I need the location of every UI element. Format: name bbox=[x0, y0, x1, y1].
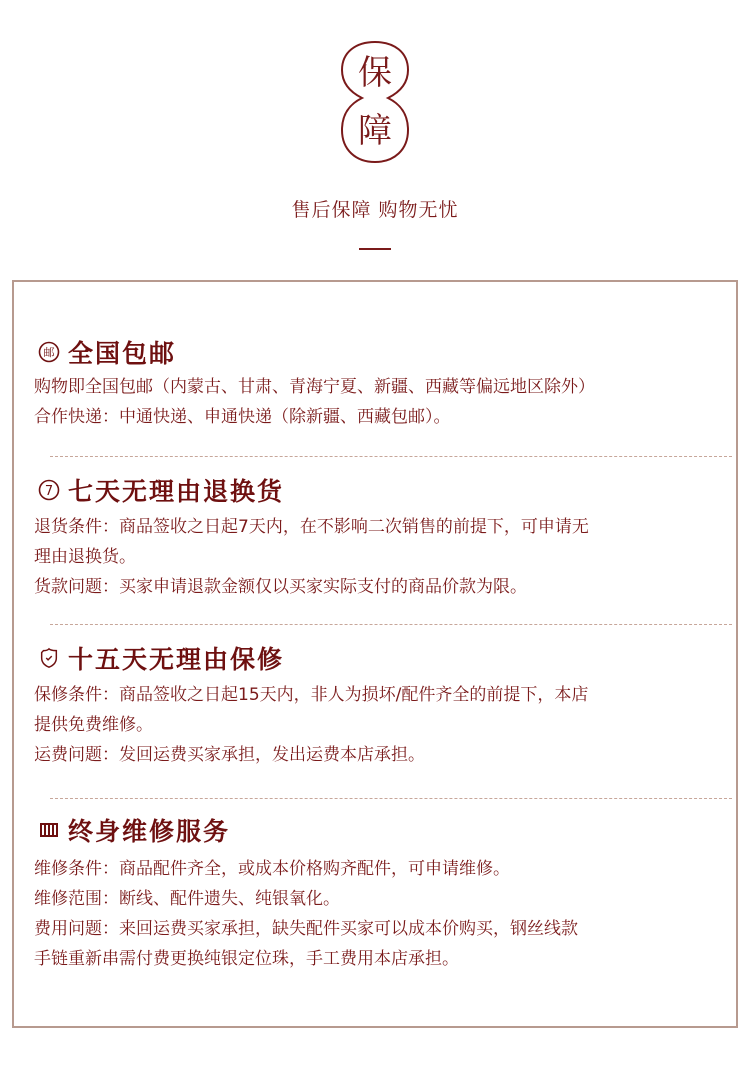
section-free-shipping bbox=[34, 334, 736, 432]
dashed-separator bbox=[50, 456, 732, 457]
dashed-separator bbox=[50, 624, 732, 625]
warranty-shield-icon bbox=[38, 647, 60, 669]
dashed-separator bbox=[50, 798, 732, 799]
section-line: 手链重新串需付费更换纯银定位珠，手工费用本店承担。 bbox=[34, 949, 459, 969]
section-line: 保修条件：商品签收之日起15天内，非人为损坏/配件齐全的前提下，本店 bbox=[34, 685, 589, 705]
svg-text:7: 7 bbox=[44, 484, 54, 499]
svg-text:邮: 邮 bbox=[43, 346, 55, 359]
mail-icon bbox=[38, 341, 60, 363]
seven-day-icon bbox=[38, 479, 60, 501]
section-fifteen-day-warranty bbox=[34, 640, 736, 770]
decorative-dash bbox=[359, 248, 391, 250]
section-line: 理由退换货。 bbox=[34, 547, 136, 567]
repair-tool-icon bbox=[38, 819, 60, 841]
section-lifetime-repair bbox=[34, 812, 736, 974]
seal-logo bbox=[336, 38, 414, 166]
subtitle: 售后保障 购物无忧 bbox=[291, 199, 459, 221]
seal-char-top: 保 bbox=[358, 53, 392, 93]
section-title: 终身维修服务 bbox=[68, 817, 231, 846]
section-line: 货款问题：买家申请退款金额仅以买家实际支付的商品价款为限。 bbox=[34, 577, 527, 597]
section-title: 七天无理由退换货 bbox=[68, 477, 285, 506]
section-title: 全国包邮 bbox=[68, 339, 177, 368]
content-frame bbox=[12, 280, 738, 1028]
section-line: 退货条件：商品签收之日起7天内，在不影响二次销售的前提下，可申请无 bbox=[34, 517, 589, 537]
seal-char-bottom: 障 bbox=[358, 111, 392, 151]
section-line: 购物即全国包邮（内蒙古、甘肃、青海宁夏、新疆、西藏等偏远地区除外） bbox=[34, 377, 595, 397]
section-seven-day-return bbox=[34, 472, 736, 602]
section-line: 提供免费维修。 bbox=[34, 715, 153, 735]
section-title: 十五天无理由保修 bbox=[68, 645, 285, 674]
section-line: 维修范围：断线、配件遗失、纯银氧化。 bbox=[34, 889, 340, 909]
section-line: 运费问题：发回运费买家承担，发出运费本店承担。 bbox=[34, 745, 425, 765]
section-line: 费用问题：来回运费买家承担，缺失配件买家可以成本价购买，钢丝线款 bbox=[34, 919, 578, 939]
section-line: 维修条件：商品配件齐全，或成本价格购齐配件，可申请维修。 bbox=[34, 859, 510, 879]
section-line: 合作快递：中通快递、申通快递（除新疆、西藏包邮）。 bbox=[34, 407, 451, 427]
